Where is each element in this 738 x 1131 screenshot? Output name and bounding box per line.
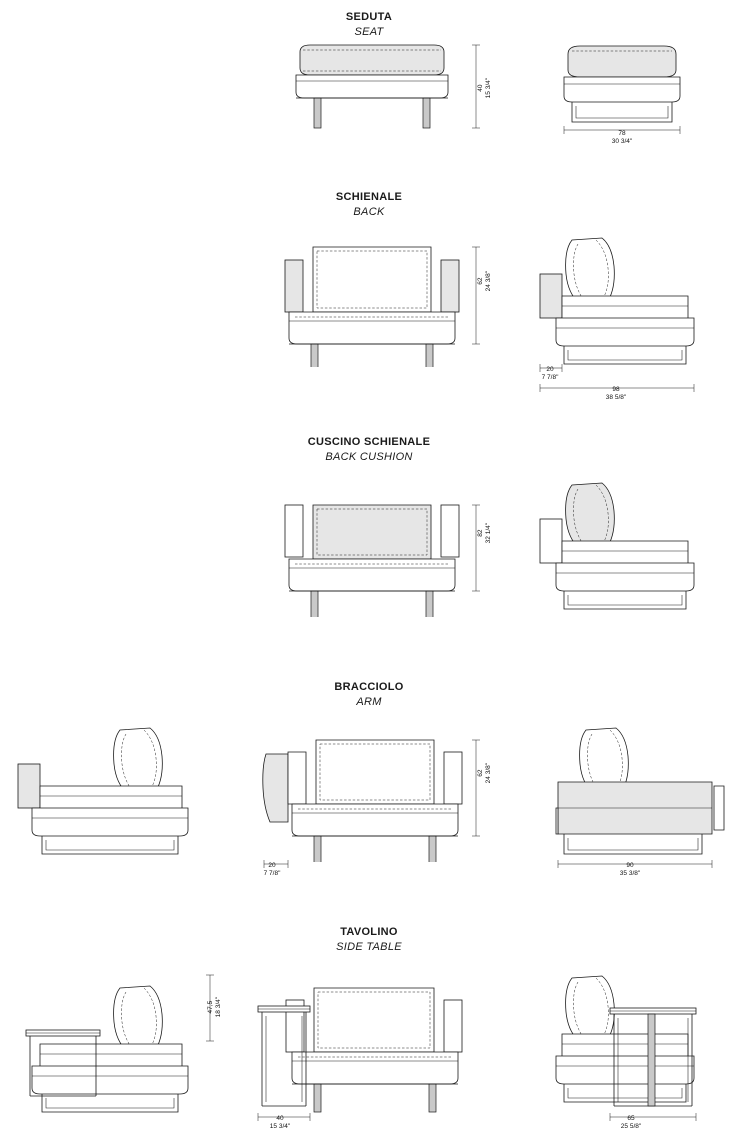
arm-height-dim: 62 24 3/8" xyxy=(476,762,492,784)
back-cushion-height-dim: 82 32 1/4" xyxy=(476,522,492,544)
back-side-view xyxy=(528,222,728,367)
back-height-dim: 62 24 3/8" xyxy=(476,270,492,292)
section-back-cushion xyxy=(0,425,738,655)
section-arm-title-it: BRACCIOLO xyxy=(334,681,404,693)
back-cushion-side-view xyxy=(528,467,728,617)
seat-front-view xyxy=(270,40,500,145)
section-side-table xyxy=(0,915,738,1130)
seat-height-dim: 40 15 3/4" xyxy=(476,77,492,99)
back-thickness-dim: 20 7 7/8" xyxy=(541,366,559,382)
side-table-height-dim: 47,5 18 3/4" xyxy=(206,996,222,1018)
section-back-title-it: SCHIENALE xyxy=(335,191,403,203)
back-cushion-front-view xyxy=(255,467,500,617)
section-side-table-title-en: SIDE TABLE xyxy=(336,941,402,953)
back-total-depth-dim: 98 38 5/8" xyxy=(605,386,627,402)
section-arm-title-en: ARM xyxy=(356,696,382,708)
side-table-front-view xyxy=(248,960,500,1115)
arm-total-depth-dim: 90 35 3/8" xyxy=(619,862,641,878)
section-seat-title-it: SEDUTA xyxy=(345,11,393,23)
side-table-right-view xyxy=(528,960,728,1115)
back-front-view xyxy=(255,222,500,367)
arm-thickness-dim: 20 7 7/8" xyxy=(263,862,281,878)
side-table-width-dim: 40 15 3/4" xyxy=(269,1115,291,1131)
side-table-depth-dim: 65 25 5/8" xyxy=(620,1115,642,1131)
seat-depth-dim: 78 30 3/4" xyxy=(611,130,633,146)
section-back xyxy=(0,180,738,420)
section-seat xyxy=(0,0,738,175)
section-seat-title-en: SEAT xyxy=(354,26,384,38)
arm-left-view xyxy=(10,712,210,862)
arm-plan-view xyxy=(528,712,728,862)
arm-front-view xyxy=(248,712,500,862)
section-side-table-title-it: TAVOLINO xyxy=(340,926,398,938)
section-back-cushion-title-en: BACK CUSHION xyxy=(325,451,413,463)
section-back-title-en: BACK xyxy=(353,206,385,218)
side-table-left-view xyxy=(10,970,220,1115)
section-arm xyxy=(0,670,738,910)
section-back-cushion-title-it: CUSCINO SCHIENALE xyxy=(307,436,431,448)
